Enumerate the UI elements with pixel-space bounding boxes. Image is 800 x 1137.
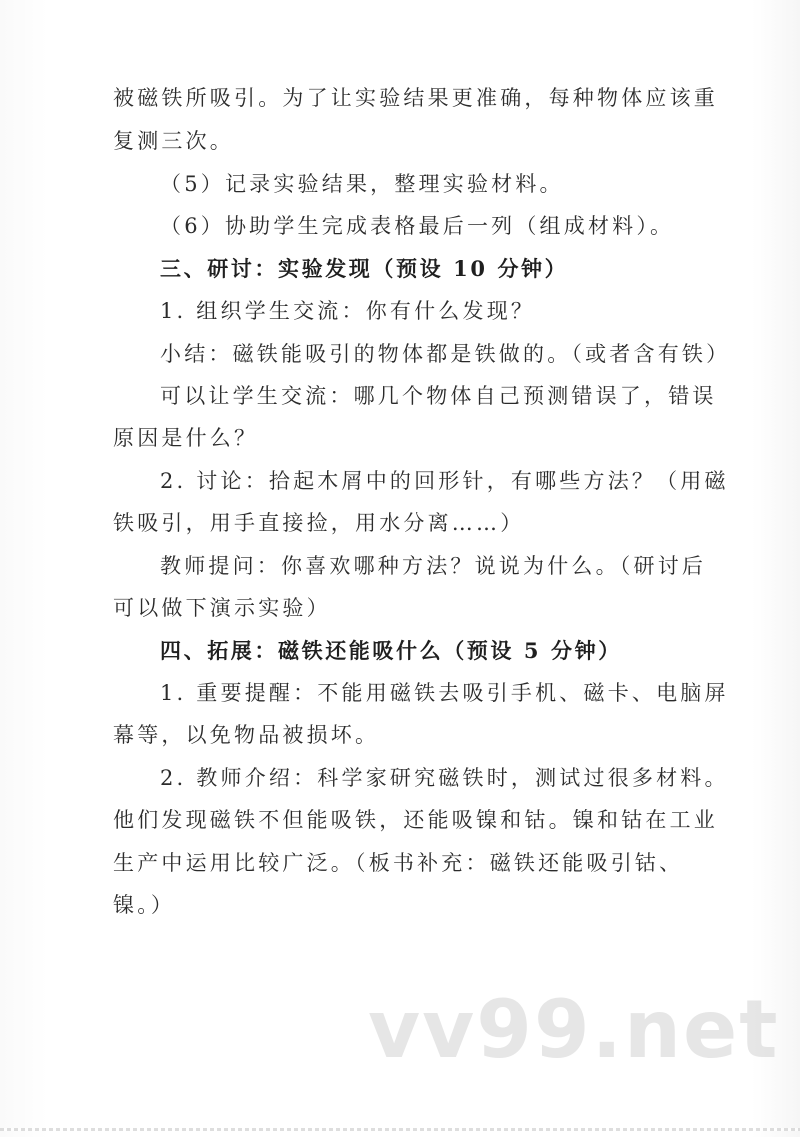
text-line: 镍。） [113, 893, 176, 917]
text-line: 被磁铁所吸引。为了让实验结果更准确，每种物体应该重 [113, 86, 718, 110]
text-line: 原因是什么？ [113, 426, 259, 450]
page-bottom-edge [0, 1128, 800, 1131]
text-line: 小结：磁铁能吸引的物体都是铁做的。（或者含有铁） [160, 342, 731, 366]
text-line: 1. 组织学生交流：你有什么发现？ [160, 299, 536, 323]
text-line: 复测三次。 [113, 129, 234, 153]
text-line: 1. 重要提醒：不能用磁铁去吸引手机、磁卡、电脑屏 [160, 681, 729, 705]
text-line: 铁吸引，用手直接捡，用水分离……） [113, 511, 525, 535]
text-line: 幕等，以免物品被损坏。 [113, 723, 380, 747]
section-heading: 三、研讨：实验发现（预设 10 分钟） [160, 256, 569, 281]
text-line: 2. 教师介绍：科学家研究磁铁时，测试过很多材料。 [160, 766, 729, 790]
text-line: 教师提问：你喜欢哪种方法？说说为什么。（研讨后 [160, 554, 707, 578]
watermark: vv99.net [368, 983, 780, 1076]
text-line: （6）协助学生完成表格最后一列（组成材料）。 [160, 214, 675, 238]
text-line: 可以做下演示实验） [113, 596, 331, 620]
text-line: 2. 讨论：拾起木屑中的回形针，有哪些方法？（用磁 [160, 469, 729, 493]
text-line: 生产中运用比较广泛。（板书补充：磁铁还能吸引钴、 [113, 851, 684, 875]
text-line: 可以让学生交流：哪几个物体自己预测错误了，错误 [160, 384, 717, 408]
text-line: 他们发现磁铁不但能吸铁，还能吸镍和钴。镍和钴在工业 [113, 808, 718, 832]
text-line: （5）记录实验结果，整理实验材料。 [160, 172, 564, 196]
section-heading: 四、拓展：磁铁还能吸什么（预设 5 分钟） [160, 638, 622, 663]
